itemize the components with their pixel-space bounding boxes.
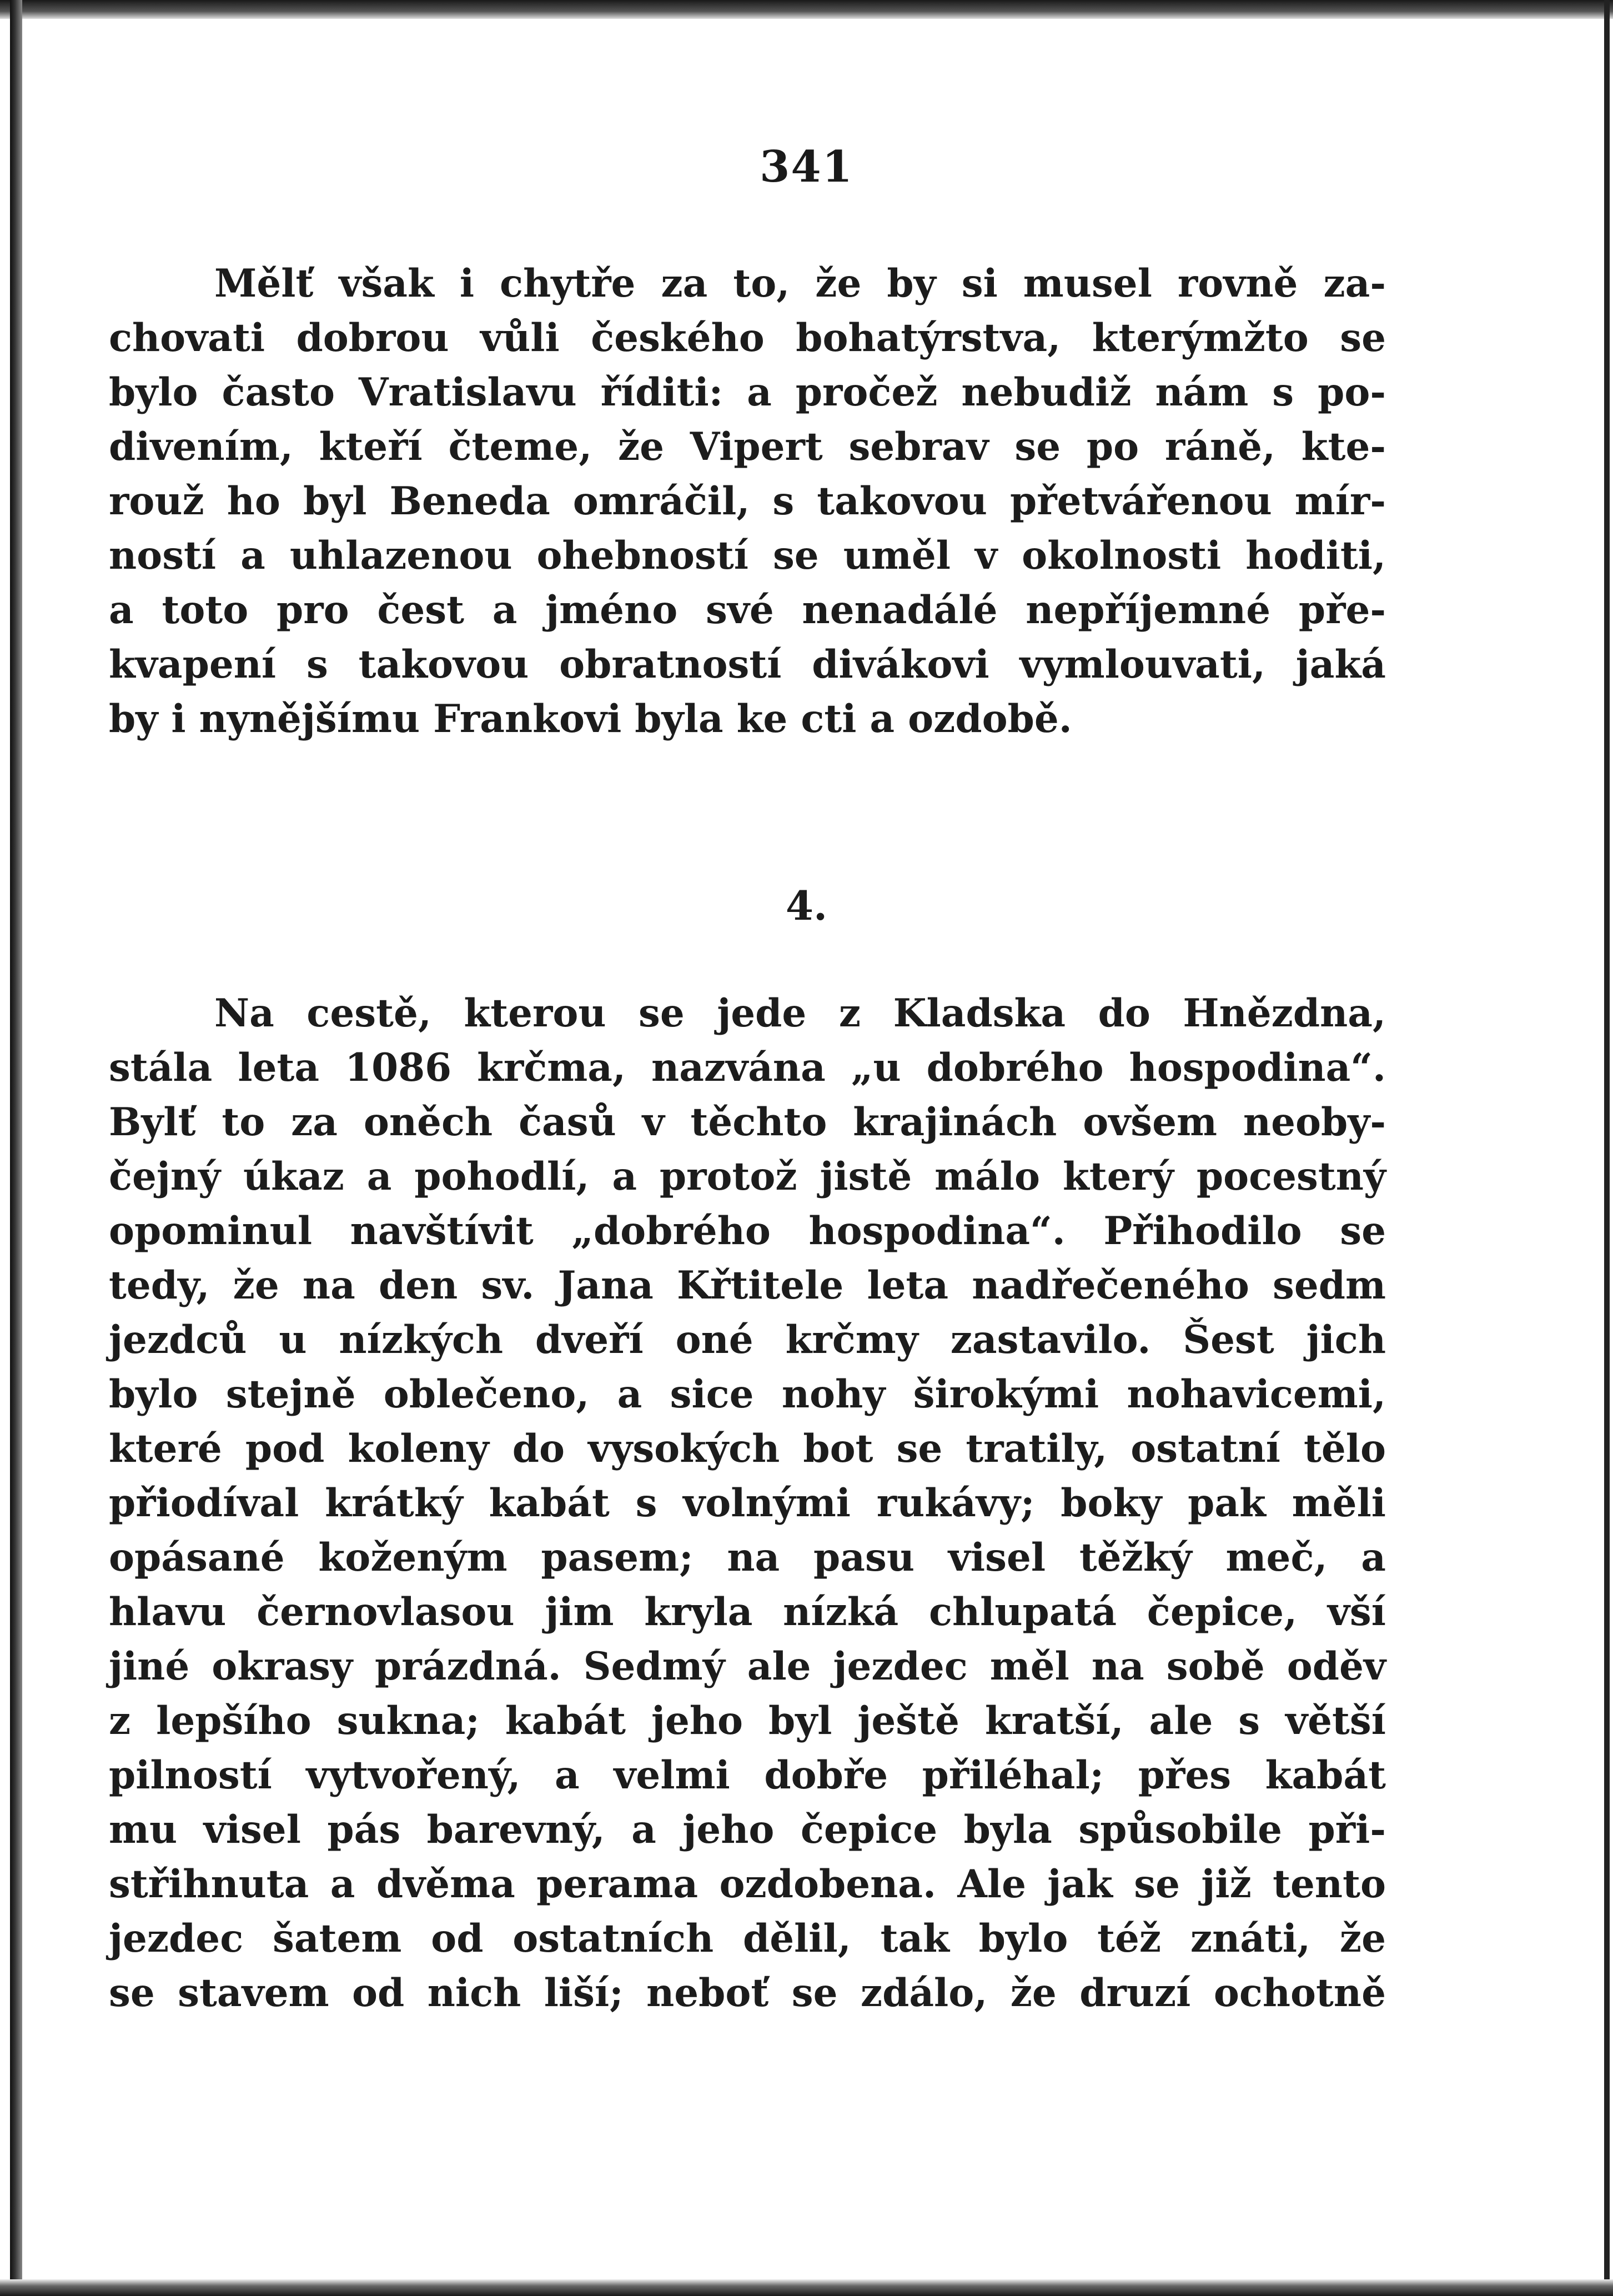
text-line: se stavem od nich liší; neboť se zdálo, že druzí ochotně <box>109 1971 1386 2016</box>
text-line: by i nynějšímu Frankovi byla ke cti a ozdobě. <box>109 696 1072 741</box>
text-line: čejný úkaz a pohodlí, a protož jistě málo který pocestný <box>109 1154 1386 1199</box>
text-line: stála leta 1086 krčma, nazvána „u dobrého hospodina“. <box>109 1045 1386 1090</box>
text-line: přiodíval krátký kabát s volnými rukávy; boky pak měli <box>109 1481 1386 1526</box>
text-line: bylo stejně oblečeno, a sice nohy širokými nohavicemi, <box>109 1372 1386 1417</box>
text-line: rouž ho byl Beneda omráčil, s takovou přetvářenou mír- <box>109 479 1386 524</box>
text-line: z lepšího sukna; kabát jeho byl ještě kratší, ale s větší <box>109 1698 1386 1743</box>
text-line: a toto pro čest a jméno své nenadálé nepříjemné pře- <box>109 588 1386 633</box>
text-line: mu visel pás barevný, a jeho čepice byla spůsobile při- <box>109 1807 1386 1852</box>
scan-border-right <box>1604 0 1610 2296</box>
text-line: opominul navštívit „dobrého hospodina“. Přihodilo se <box>109 1209 1386 1254</box>
paragraph-1 <box>109 257 1386 746</box>
text-line: jezdců u nízkých dveří oné krčmy zastavilo. Šest jich <box>109 1317 1386 1362</box>
section-number: 4. <box>785 882 828 929</box>
text-line: ností a uhlazenou ohebností se uměl v okolnosti hoditi, <box>109 533 1386 578</box>
text-line: hlavu černovlasou jim kryla nízká chlupatá čepice, vší <box>109 1590 1386 1635</box>
text-line: Mělť však i chytře za to, že by si musel rovně za- <box>214 261 1386 306</box>
text-line: Bylť to za oněch časů v těchto krajinách ovšem neoby- <box>109 1100 1386 1145</box>
text-line: divením, kteří čteme, že Vipert sebrav se po ráně, kte- <box>109 424 1386 469</box>
page-number: 341 <box>760 142 853 192</box>
text-line: chovati dobrou vůli českého bohatýrstva, kterýmžto se <box>109 315 1386 360</box>
text-line: bylo často Vratislavu říditi: a pročež nebudiž nám s po- <box>109 370 1386 415</box>
text-line: kvapení s takovou obratností divákovi vymlouvati, jaká <box>109 642 1386 687</box>
text-line: opásané koženým pasem; na pasu visel těžký meč, a <box>109 1535 1386 1580</box>
scan-border-top <box>0 0 1613 19</box>
scan-border-bottom <box>0 2279 1613 2296</box>
paragraph-2 <box>109 986 1386 2021</box>
text-line: pilností vytvořený, a velmi dobře přiléhal; přes kabát <box>109 1753 1386 1798</box>
text-line: jiné okrasy prázdná. Sedmý ale jezdec měl na sobě oděv <box>109 1644 1386 1689</box>
text-line: Na cestě, kterou se jede z Kladska do Hnězdna, <box>214 991 1386 1036</box>
text-line: které pod koleny do vysokých bot se tratily, ostatní tělo <box>109 1426 1386 1471</box>
scan-border-left <box>10 0 22 2296</box>
text-line: tedy, že na den sv. Jana Křtitele leta nadřečeného sedm <box>109 1263 1386 1308</box>
text-line: jezdec šatem od ostatních dělil, tak bylo též znáti, že <box>109 1916 1386 1961</box>
text-line: střihnuta a dvěma perama ozdobena. Ale jak se již tento <box>109 1862 1386 1907</box>
